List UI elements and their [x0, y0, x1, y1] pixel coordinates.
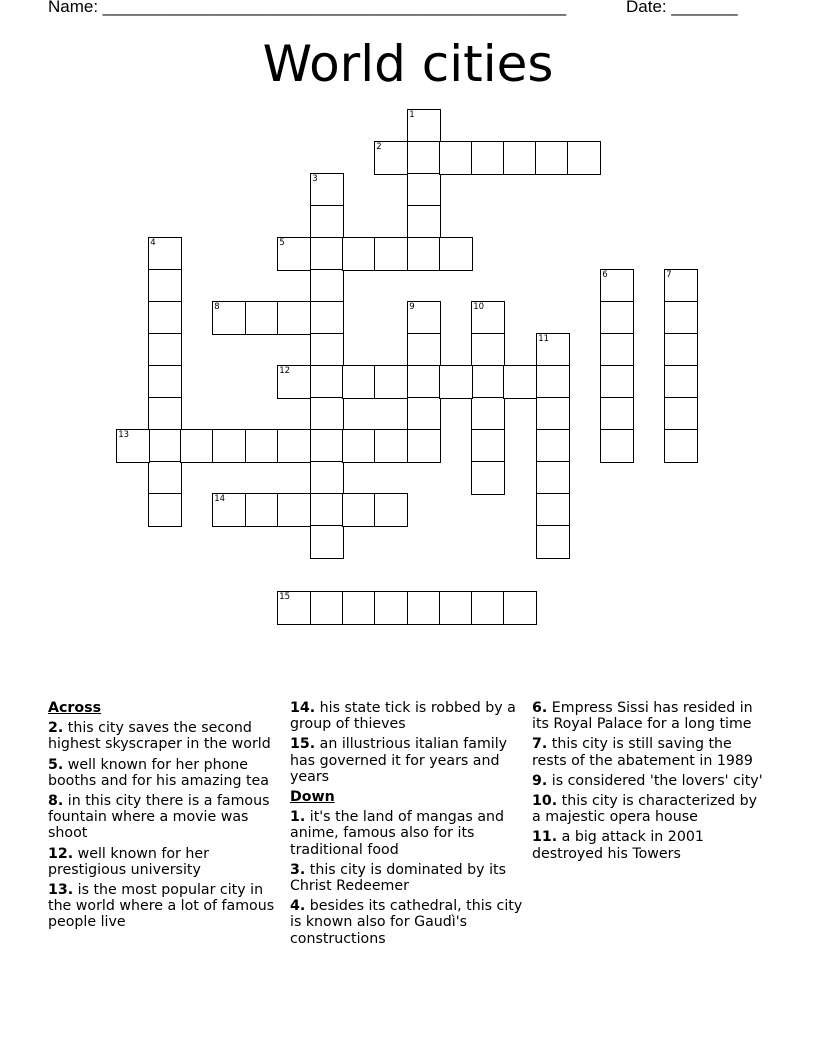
- crossword-cell[interactable]: [148, 461, 182, 495]
- clue-across-5: [48, 757, 286, 789]
- clue-across-8: [48, 793, 286, 842]
- crossword-cell[interactable]: [116, 429, 150, 463]
- crossword-cell[interactable]: [148, 493, 182, 527]
- clue-number: 3.: [290, 861, 306, 878]
- clue-text: besides its cathedral, this city is known also for Gaudì's constructions: [290, 898, 523, 947]
- cell-number: 9: [409, 302, 415, 313]
- crossword-cell[interactable]: [277, 429, 311, 463]
- clue-number: 8.: [48, 793, 64, 810]
- crossword-cell[interactable]: [536, 397, 570, 431]
- crossword-cell[interactable]: [342, 365, 376, 399]
- crossword-cell[interactable]: [664, 333, 698, 367]
- crossword-cell[interactable]: [310, 205, 344, 239]
- cell-number: 15: [279, 592, 291, 603]
- crossword-cell[interactable]: [600, 429, 634, 463]
- crossword-cell[interactable]: [212, 301, 246, 335]
- clue-number: 14.: [290, 700, 316, 716]
- clue-down-9: [532, 773, 770, 789]
- crossword-cell[interactable]: [536, 365, 570, 399]
- clue-number: 11.: [532, 829, 558, 846]
- clue-text: well known for her phone booths and for his amazing tea: [48, 756, 269, 789]
- crossword-cell[interactable]: [471, 397, 505, 431]
- clue-number: 4.: [290, 898, 306, 915]
- name-field[interactable]: Name: _________________________________________________: [48, 0, 567, 16]
- crossword-cell[interactable]: [471, 429, 505, 463]
- clue-down-3: [290, 862, 528, 894]
- cell-number: 13: [118, 430, 130, 441]
- crossword-cell[interactable]: [374, 237, 408, 271]
- crossword-cell[interactable]: [407, 397, 441, 431]
- clues-column-3: [532, 700, 770, 866]
- crossword-cell[interactable]: [503, 591, 537, 625]
- crossword-cell[interactable]: [600, 301, 634, 335]
- crossword-cell[interactable]: [148, 269, 182, 303]
- clue-down-6: [532, 700, 770, 732]
- cell-number: 2: [376, 142, 382, 153]
- clue-text: a big attack in 2001 destroyed his Towers: [532, 829, 704, 862]
- clue-text: an illustrious italian family has governed it for years and years: [290, 736, 508, 785]
- crossword-cell[interactable]: [664, 397, 698, 431]
- crossword-cell[interactable]: [148, 397, 182, 431]
- clue-number: 12.: [48, 845, 74, 862]
- clue-text: is the most popular city in the world where a lot of famous people live: [48, 882, 275, 931]
- crossword-cell[interactable]: [342, 429, 376, 463]
- clue-number: 5.: [48, 756, 64, 773]
- clues-column-2: [290, 700, 528, 951]
- clue-across-14: [290, 700, 528, 732]
- cell-number: 3: [312, 174, 318, 185]
- crossword-cell[interactable]: [439, 237, 473, 271]
- crossword-cell[interactable]: [407, 141, 441, 175]
- crossword-cell[interactable]: [374, 365, 408, 399]
- clue-down-4: [290, 898, 528, 947]
- clue-across-13: [48, 882, 286, 931]
- clue-across-2: [48, 720, 286, 752]
- crossword-cell[interactable]: [277, 301, 311, 335]
- clue-across-12: [48, 846, 286, 878]
- crossword-cell[interactable]: [407, 333, 441, 367]
- crossword-cell[interactable]: [600, 333, 634, 367]
- crossword-cell[interactable]: [503, 141, 537, 175]
- crossword-cell[interactable]: [600, 269, 634, 303]
- cell-number: 10: [473, 302, 485, 313]
- crossword-cell[interactable]: [310, 301, 344, 335]
- crossword-cell[interactable]: [310, 461, 344, 495]
- cell-number: 8: [214, 302, 220, 313]
- cell-number: 5: [279, 238, 285, 249]
- clue-text: well known for her prestigious university: [48, 845, 209, 878]
- clue-number: 6.: [532, 700, 548, 716]
- crossword-cell[interactable]: [342, 237, 376, 271]
- clue-number: 9.: [532, 772, 548, 789]
- crossword-cell[interactable]: [407, 237, 441, 271]
- crossword-cell[interactable]: [212, 429, 246, 463]
- crossword-cell[interactable]: [374, 429, 408, 463]
- clue-across-15: [290, 736, 528, 785]
- crossword-cell[interactable]: [536, 493, 570, 527]
- crossword-cell[interactable]: [439, 141, 473, 175]
- crossword-cell[interactable]: [374, 493, 408, 527]
- clue-text: it's the land of mangas and anime, famous also for its traditional food: [290, 809, 505, 858]
- crossword-cell[interactable]: [407, 429, 441, 463]
- clue-number: 7.: [532, 736, 548, 753]
- crossword-cell[interactable]: [310, 429, 344, 463]
- crossword-cell[interactable]: [212, 493, 246, 527]
- crossword-cell[interactable]: [503, 365, 537, 399]
- crossword-cell[interactable]: [245, 429, 279, 463]
- clue-text: this city is characterized by a majestic opera house: [532, 793, 758, 826]
- crossword-cell[interactable]: [471, 333, 505, 367]
- cell-number: 14: [214, 494, 226, 505]
- crossword-cell[interactable]: [407, 173, 441, 207]
- crossword-cell[interactable]: [407, 365, 441, 399]
- crossword-cell[interactable]: [439, 591, 473, 625]
- crossword-cell[interactable]: [342, 591, 376, 625]
- crossword-cell[interactable]: [664, 301, 698, 335]
- crossword-cell[interactable]: [310, 365, 344, 399]
- crossword-cell[interactable]: [342, 493, 376, 527]
- crossword-cell[interactable]: [536, 525, 570, 559]
- crossword-cell[interactable]: [277, 365, 311, 399]
- across-heading: Across: [48, 700, 102, 716]
- crossword-cell[interactable]: [664, 269, 698, 303]
- crossword-cell[interactable]: [600, 397, 634, 431]
- crossword-cell[interactable]: [600, 365, 634, 399]
- crossword-cell[interactable]: [471, 591, 505, 625]
- clue-down-1: [290, 809, 528, 858]
- clue-text: this city is still saving the rests of the abatement in 1989: [532, 736, 753, 769]
- clue-number: 1.: [290, 809, 306, 826]
- crossword-cell[interactable]: [310, 269, 344, 303]
- clue-text: this city saves the second highest skyscraper in the world: [48, 720, 271, 753]
- crossword-cell[interactable]: [148, 301, 182, 335]
- clues-column-1: [48, 700, 286, 935]
- crossword-cell[interactable]: [310, 333, 344, 367]
- crossword-cell[interactable]: [310, 397, 344, 431]
- crossword-cell[interactable]: [536, 333, 570, 367]
- crossword-cell[interactable]: [245, 493, 279, 527]
- clue-down-10: [532, 793, 770, 825]
- crossword-cell[interactable]: [664, 365, 698, 399]
- clue-text: Empress Sissi has resided in its Royal Palace for a long time: [532, 700, 753, 733]
- cell-number: 4: [150, 238, 156, 249]
- cell-number: 12: [279, 366, 291, 377]
- clue-number: 10.: [532, 793, 558, 810]
- clue-number: 13.: [48, 882, 74, 899]
- cell-number: 1: [409, 110, 415, 121]
- crossword-cell[interactable]: [567, 141, 601, 175]
- crossword-cell[interactable]: [277, 237, 311, 271]
- cell-number: 6: [602, 270, 608, 281]
- crossword-cell[interactable]: [277, 493, 311, 527]
- clue-text: his state tick is robbed by a group of thieves: [290, 700, 516, 733]
- crossword-cell[interactable]: [471, 141, 505, 175]
- crossword-cell[interactable]: [471, 365, 505, 399]
- clue-down-7: [532, 736, 770, 768]
- clue-text: this city is dominated by its Christ Redeemer: [290, 861, 506, 895]
- crossword-cell[interactable]: [310, 173, 344, 207]
- date-field[interactable]: Date: _______: [626, 0, 738, 16]
- crossword-cell[interactable]: [245, 301, 279, 335]
- crossword-cell[interactable]: [407, 591, 441, 625]
- crossword-cell[interactable]: [180, 429, 214, 463]
- clue-text: in this city there is a famous fountain where a movie was shoot: [48, 793, 270, 842]
- crossword-cell[interactable]: [407, 205, 441, 239]
- crossword-cell[interactable]: [148, 429, 182, 463]
- crossword-cell[interactable]: [407, 109, 441, 143]
- crossword-cell[interactable]: [439, 365, 473, 399]
- cell-number: 7: [666, 270, 672, 281]
- clue-text: is considered 'the lovers' city': [551, 772, 763, 789]
- crossword-cell[interactable]: [310, 591, 344, 625]
- crossword-cell[interactable]: [374, 591, 408, 625]
- crossword-cell[interactable]: [471, 301, 505, 335]
- crossword-cell[interactable]: [310, 493, 344, 527]
- clue-number: 15.: [290, 736, 316, 753]
- down-heading: Down: [290, 789, 335, 806]
- crossword-cell[interactable]: [148, 365, 182, 399]
- clue-number: 2.: [48, 720, 64, 737]
- crossword-cell[interactable]: [471, 461, 505, 495]
- page-title: World cities: [262, 35, 554, 93]
- crossword-cell[interactable]: [536, 461, 570, 495]
- crossword-cell[interactable]: [310, 525, 344, 559]
- crossword-cell[interactable]: [664, 429, 698, 463]
- crossword-cell[interactable]: [310, 237, 344, 271]
- crossword-cell[interactable]: [277, 591, 311, 625]
- crossword-cell[interactable]: [374, 141, 408, 175]
- crossword-cell[interactable]: [407, 301, 441, 335]
- cell-number: 11: [538, 334, 550, 345]
- crossword-cell[interactable]: [148, 333, 182, 367]
- crossword-cell[interactable]: [148, 237, 182, 271]
- clue-down-11: [532, 829, 770, 861]
- crossword-cell[interactable]: [536, 429, 570, 463]
- crossword-cell[interactable]: [535, 141, 569, 175]
